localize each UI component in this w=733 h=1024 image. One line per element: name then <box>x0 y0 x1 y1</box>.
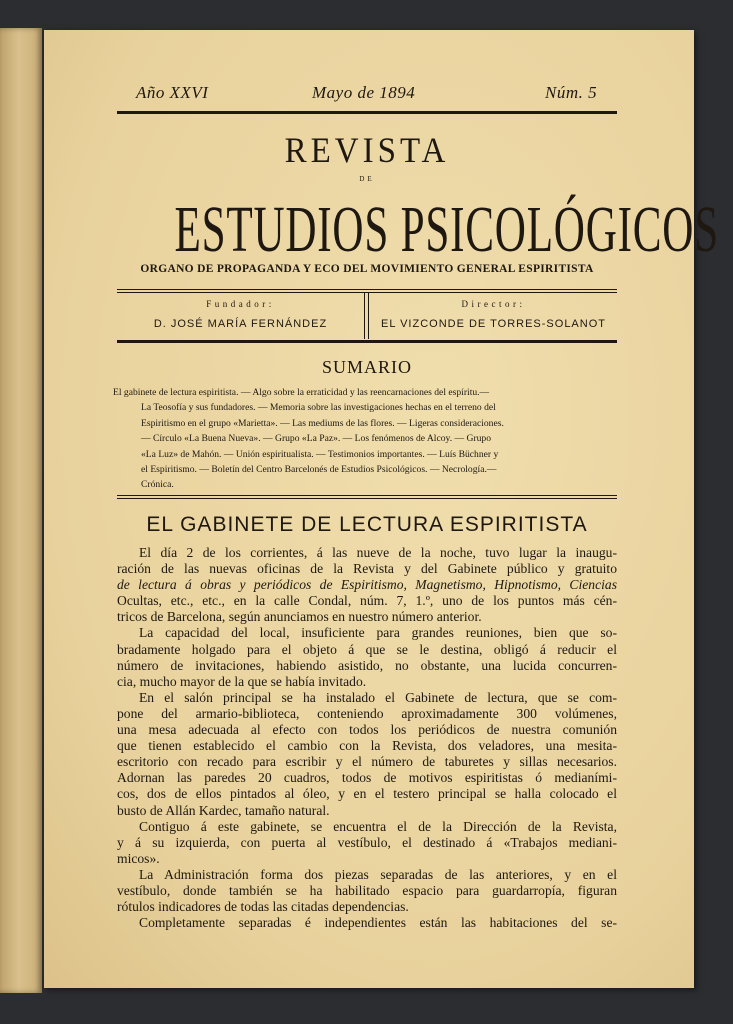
article-line: Ocultas, etc., etc., en la calle Condal, núm. 7, 1.º, uno de los puntos más cén- <box>117 593 617 609</box>
header-rule <box>117 111 617 114</box>
article-line: de lectura á obras y periódicos de Espiritismo, Magnetismo, Hipnotismo, Ciencias <box>117 577 617 593</box>
issue-date: Mayo de 1894 <box>312 83 416 102</box>
issue-number: Núm. 5 <box>545 83 598 102</box>
issue-year: Año XXVI <box>136 83 209 102</box>
sumario-text <box>113 385 617 493</box>
article-line: En el salón principal se ha instalado el Gabinete de lectura, que se com- <box>139 689 617 705</box>
article-title: EL GABINETE DE LECTURA ESPIRITISTA <box>146 513 588 536</box>
article-line: y á su izquierda, con puerta al vestíbulo, el destinado á «Trabajos mediani- <box>117 834 617 850</box>
article-line: busto de Allán Kardec, tamaño natural. <box>117 802 330 818</box>
article-line: Adornan las paredes 20 cuadros, todos de motivos espiritistas ó medianími- <box>117 770 617 786</box>
sumario-rule-2 <box>117 498 617 499</box>
masthead-connector: DE <box>359 175 375 183</box>
credits-rule-top <box>117 289 617 290</box>
director-role: Director: <box>461 299 526 309</box>
article-line: ración de las nuevas oficinas de la Revista y del Gabinete público y gratuito <box>117 561 617 577</box>
article-line: pone del armario-biblioteca, conteniendo aproximadamente 300 volúmenes, <box>117 705 617 721</box>
masthead-title-main: ESTUDIOS PSICOLÓGICOS <box>174 193 719 267</box>
article-line: Contiguo á este gabinete, se encuentra el de la Dirección de la Revista, <box>139 818 617 834</box>
article-line: rótulos indicadores de todas las citadas dependencias. <box>117 899 409 915</box>
sumario-line: — Círculo «La Buena Nueva». — Grupo «La Paz». — Los fenómenos de Alcoy. — Grupo <box>141 433 492 445</box>
previous-page-edge <box>0 28 42 993</box>
sumario-line: Espiritismo en el grupo «Marietta». — Las mediums de las flores. — Ligeras consideraciones. <box>141 417 504 429</box>
sumario-line: El gabinete de lectura espiritista. — Algo sobre la erraticidad y las reencarnaciones del espíritu.— <box>113 387 490 398</box>
sumario-heading: SUMARIO <box>321 357 412 377</box>
article-line: que tienen establecido el cambio con la Revista, dos veladores, una mesita- <box>117 738 617 754</box>
masthead-title-top: REVISTA <box>284 131 450 171</box>
article-line: cos, dos de ellos pintados al óleo, y en el testero principal se halla colocado el <box>117 786 617 802</box>
masthead-subtitle: ORGANO DE PROPAGANDA Y ECO DEL MOVIMIENTO GENERAL ESPIRITISTA <box>140 263 594 275</box>
article-line: una mesa adecuada al efecto con todos los periódicos de nuestra comunión <box>117 722 617 738</box>
article-line: micos». <box>117 850 160 866</box>
sumario-line: «La Luz» de Mahón. — Unión espiritualista. — Testimonios importantes. — Luís Büchner y <box>141 448 499 460</box>
article-line: escritorio con recado para escribir y el número de taburetes y sillas necesarios. <box>117 754 617 770</box>
article-line: bradamente holgado para el objeto á que se le destina, obligó á reducir el <box>117 641 617 657</box>
article-line: La capacidad del local, insuficiente para grandes reuniones, bien que so- <box>139 625 617 641</box>
article-line: tricos de Barcelona, según anunciamos en nuestro número anterior. <box>117 609 482 625</box>
article-line: número de invitaciones, habiendo asistido, no obstante, una lucida concurren- <box>117 657 617 673</box>
founder-name: D. JOSÉ MARÍA FERNÁNDEZ <box>153 318 328 330</box>
credits-divider <box>364 293 369 339</box>
sumario-line: La Teosofía y sus fundadores. — Memoria sobre las investigaciones hechas en el terreno del <box>141 402 496 414</box>
article-line: vestíbulo, donde también se ha habilitado espacio para guardarropía, figuran <box>117 882 617 898</box>
sumario-line: el Espiritismo. — Boletín del Centro Barcelonés de Estudios Psicológicos. — Necrología.— <box>141 464 497 476</box>
credits-rule-bottom <box>117 340 617 343</box>
sumario-line: Crónica. <box>141 479 174 491</box>
director-name: EL VIZCONDE DE TORRES-SOLANOT <box>380 318 606 330</box>
founder-role: Fundador: <box>206 299 275 309</box>
article-body <box>117 545 617 931</box>
sumario-rule <box>117 495 617 496</box>
article-line: Completamente separadas é independientes están las habitaciones del se- <box>139 915 617 931</box>
article-line: El día 2 de los corrientes, á las nueve de la noche, tuvo lugar la inaugu- <box>139 545 617 560</box>
article-line: cia, mucho mayor de la que se había invitado. <box>117 673 367 689</box>
article-line: La Administración forma dos piezas separadas de las anteriores, y en el <box>139 866 617 882</box>
